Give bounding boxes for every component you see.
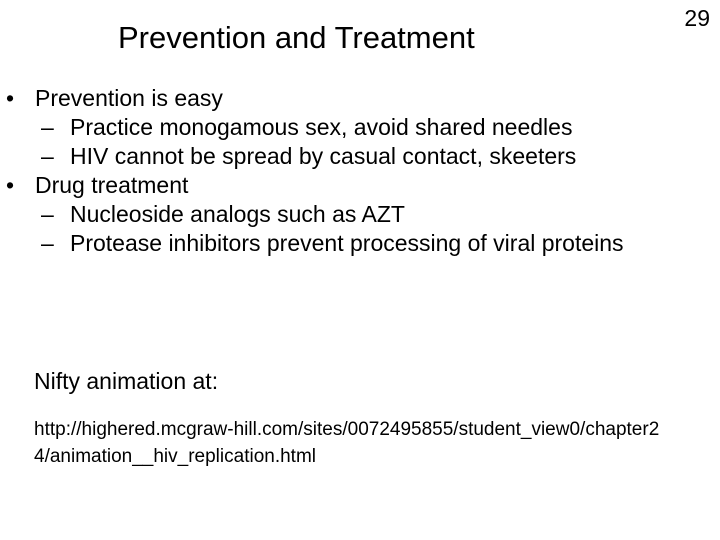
animation-label: Nifty animation at:: [34, 368, 219, 394]
sub-bullet-marker: –: [41, 230, 54, 256]
sub-bullet-text: Practice monogamous sex, avoid shared needles: [70, 114, 573, 140]
sub-bullet-item: [0, 229, 720, 258]
sub-bullet-item: [0, 142, 720, 171]
sub-bullet-item: [0, 113, 720, 142]
bullet-item: [0, 84, 720, 113]
sub-bullet-item: [0, 200, 720, 229]
slide-title: Prevention and Treatment: [118, 20, 475, 55]
sub-bullet-text: Nucleoside analogs such as AZT: [70, 201, 405, 227]
page-number: 29: [684, 5, 710, 31]
sub-bullet-marker: –: [41, 201, 54, 227]
sub-bullet-marker: –: [41, 114, 54, 140]
sub-bullet-text: Protease inhibitors prevent processing of viral proteins: [70, 230, 624, 256]
bullet-marker: •: [6, 85, 15, 111]
sub-bullet-text: HIV cannot be spread by casual contact, skeeters: [70, 143, 577, 169]
animation-link[interactable]: http://highered.mcgraw-hill.com/sites/0072495855/student_view0/chapter24/animation__hiv_replication.html: [34, 419, 660, 467]
bullet-marker: •: [6, 172, 15, 198]
bullet-text: Drug treatment: [35, 172, 189, 198]
sub-bullet-marker: –: [41, 143, 54, 169]
bullet-text: Prevention is easy: [35, 85, 223, 111]
bullet-list: [0, 84, 720, 258]
bullet-item: [0, 171, 720, 200]
